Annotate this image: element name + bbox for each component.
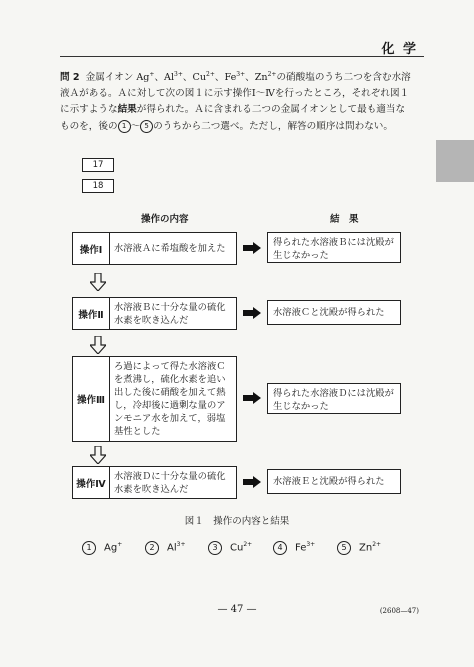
- choice-ref-5: 5: [140, 120, 153, 133]
- page-number: — 47 —: [217, 604, 257, 615]
- op-box-2: [72, 297, 237, 330]
- op-box-3: [72, 356, 237, 442]
- right-arrow-icon: [243, 392, 261, 404]
- header-rule: [60, 56, 424, 57]
- choice-1[interactable]: 1 Ag+: [82, 541, 122, 555]
- right-arrow-icon: [243, 307, 261, 319]
- answer-box-17[interactable]: 17: [82, 158, 114, 172]
- op-content-1: 水溶液Ａに希塩酸を加えた: [114, 243, 226, 254]
- result-box-4: 水溶液Ｅと沈殿が得られた: [267, 469, 401, 494]
- choice-5[interactable]: 5 $Zn^{2+}$: [337, 541, 381, 555]
- right-arrow-icon: [243, 476, 261, 488]
- choice-3[interactable]: 3 $Cu^{2+}$: [208, 541, 252, 555]
- results-header: 結 果: [330, 214, 359, 225]
- down-arrow-icon: [90, 446, 106, 464]
- op-label-3: 操作Ⅲ: [73, 357, 110, 441]
- side-index-tab: [436, 140, 474, 182]
- op-label-2: 操作Ⅱ: [73, 298, 110, 329]
- ops-header: 操作の内容: [141, 214, 189, 225]
- op-label-4: 操作Ⅳ: [73, 467, 110, 498]
- choice-4[interactable]: 4 $Fe^{3+}$: [273, 541, 315, 555]
- op-content-4: 水溶液Ｄに十分な量の硫化水素を吹き込んだ: [114, 471, 226, 495]
- result-box-1: 得られた水溶液Ｂには沈殿が生じなかった: [267, 232, 401, 263]
- figure-caption: 図１ 操作の内容と結果: [184, 516, 290, 527]
- answer-box-18[interactable]: 18: [82, 179, 114, 193]
- op-label-1: 操作Ⅰ: [73, 233, 110, 264]
- result-box-3: 得られた水溶液Ｄには沈殿が生じなかった: [267, 383, 401, 414]
- choice-2[interactable]: 2 $Al^{3+}$: [145, 541, 185, 555]
- question-text: 問 2 金属イオン Ag+、$Al^{3+}$、$Cu^{2+}$、$Fe^{3+}$、$Zn^{2+}$の硝酸塩のうち二つを含む水溶液Ａがある。Ａに対して次の図１に示す操作Ⅰ～Ⅳを行ったところ，それぞれ図１に示すような結果が得られた。Ａに含まれる二つの金属イオンとして最も適当なものを，後の 1 ～ 5 のうちから二つ選べ。ただし，解答の順序は問わない。: [60, 70, 411, 132]
- down-arrow-icon: [90, 273, 106, 291]
- subject-title: 化 学: [381, 42, 418, 57]
- result-box-2: 水溶液Ｃと沈殿が得られた: [267, 300, 401, 325]
- choice-ref-1: 1: [118, 120, 131, 133]
- down-arrow-icon: [90, 336, 106, 354]
- exam-code: (2608—47): [379, 607, 419, 615]
- op-box-4: [72, 466, 237, 499]
- op-content-3: ろ過によって得た水溶液Ｃを煮沸し，硫化水素を追い出した後に硝酸を加えて熱し，冷却後に過剰な量のアンモニア水を加えて，弱塩基性とした: [114, 361, 226, 437]
- op-content-2: 水溶液Ｂに十分な量の硫化水素を吹き込んだ: [114, 302, 226, 326]
- op-box-1: [72, 232, 237, 265]
- right-arrow-icon: [243, 242, 261, 254]
- question-number: 問 2: [60, 72, 80, 83]
